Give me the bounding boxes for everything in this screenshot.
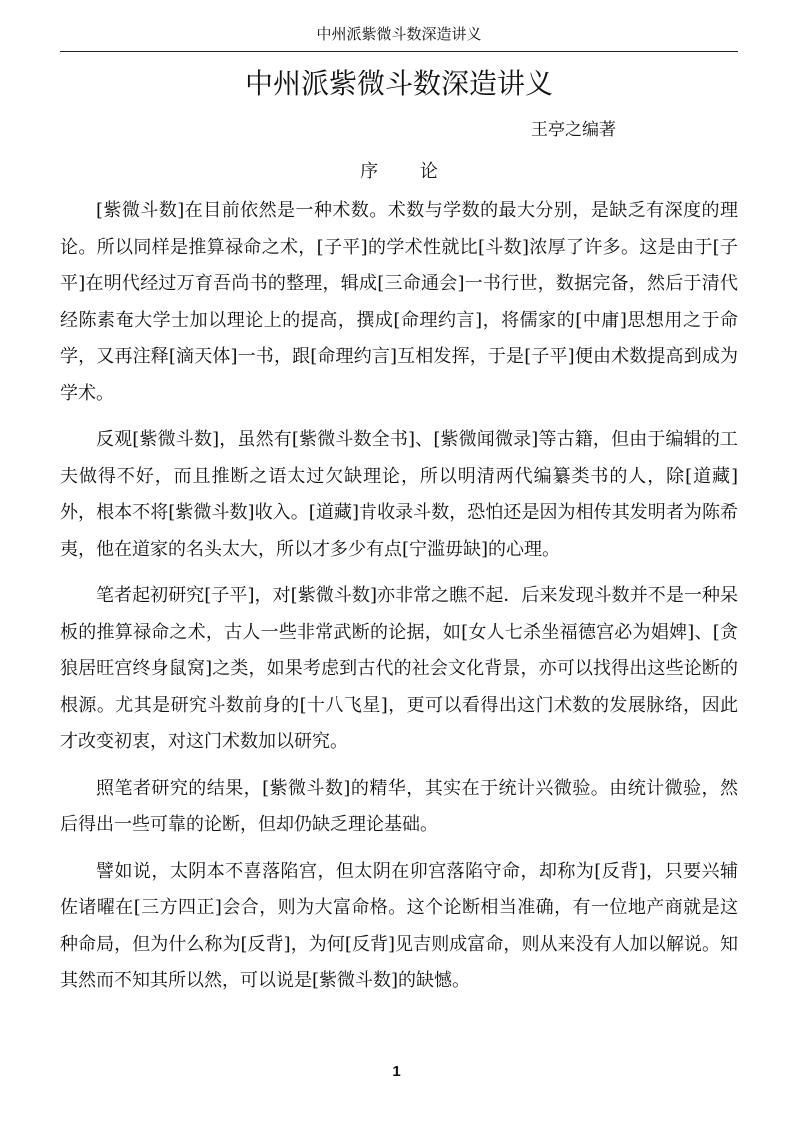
author-line: 王亭之编著 bbox=[531, 120, 616, 140]
paragraph: 譬如说，太阴本不喜落陷宫，但太阴在卯宫落陷守命，却称为[反背]，只要兴辅佐诸曜在[三方四正]会合，则为大富命格。这个论断相当准确，有一位地产商就是这种命局，但为什么称为[反背]，为何[反背]见吉则成富命，则从来没有人加以解说。知其然而不知其所以然，可以说是[紫微斗数]的缺憾。 bbox=[60, 860, 738, 991]
section-heading: 序 论 bbox=[360, 161, 456, 182]
running-header: 中州派紫微斗数深造讲义 bbox=[316, 25, 482, 43]
paragraph: 反观[紫微斗数]，虽然有[紫微斗数全书]、[紫微闻微录]等古籍，但由于编辑的工夫做得不好，而且推断之语太过欠缺理论，所以明清两代编纂类书的人，除[道藏]外，根本不将[紫微斗数]收入。[道藏]肯收录斗数，恐怕还是因为相传其发明者为陈希夷，他在道家的名头太大，所以才多少有点[宁滥毋缺]的心理。 bbox=[60, 429, 738, 560]
page-number: 1 bbox=[392, 1063, 401, 1080]
document-title: 中州派紫微斗数深造讲义 bbox=[244, 67, 553, 100]
paragraph: 笔者起初研究[子平]，对[紫微斗数]亦非常之瞧不起．后来发现斗数并不是一种呆板的推算禄命之术，古人一些非常武断的论据，如[女人七杀坐福德宫必为娼婢]、[贪狼居旺宫终身鼠窝]之类，如果考虑到古代的社会文化背景，亦可以找得出这些论断的根源。尤其是研究斗数前身的[十八飞星]，更可以看得出这门术数的发展脉络，因此才改变初衷，对这门术数加以研究。 bbox=[60, 585, 738, 752]
header-divider bbox=[60, 51, 738, 52]
paragraph: [紫微斗数]在目前依然是一种术数。术数与学数的最大分别，是缺乏有深度的理论。所以同样是推算禄命之术，[子平]的学术性就比[斗数]浓厚了许多。这是由于[子平]在明代经过万育吾尚书的整理，辑成[三命通会]一书行世，数据完备，然后于清代经陈素奄大学士加以理论上的提高，撰成[命理约言]，将儒家的[中庸]思想用之于命学，又再注释[滴天体]一书，跟[命理约言]互相发挥，于是[子平]便由术数提高到成为学术。 bbox=[60, 200, 738, 404]
body-text bbox=[60, 193, 738, 1010]
paragraph: 照笔者研究的结果，[紫微斗数]的精华，其实在于统计兴微验。由统计微验，然后得出一些可靠的论断，但却仍缺乏理论基础。 bbox=[60, 777, 738, 835]
